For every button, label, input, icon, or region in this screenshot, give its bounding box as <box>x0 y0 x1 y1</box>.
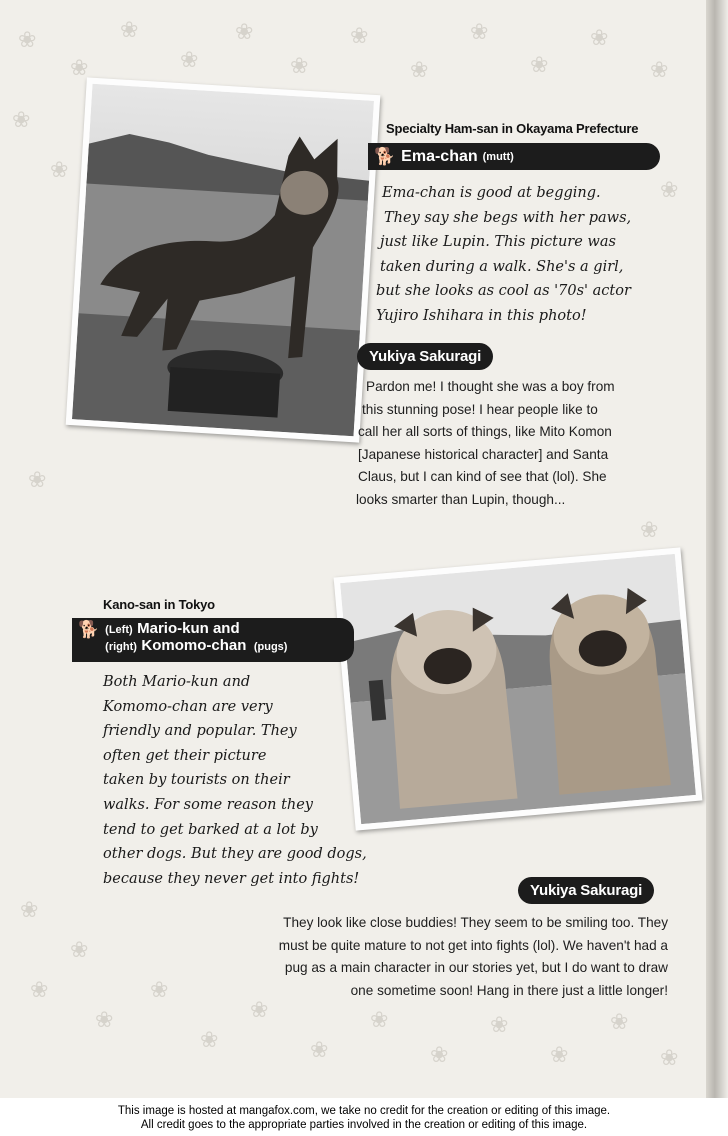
entry2-description-line: often get their picture <box>103 747 267 764</box>
paw-print-icon: ❀ <box>590 26 609 51</box>
entry2-names <box>105 618 287 655</box>
paw-print-icon: ❀ <box>310 1038 329 1063</box>
entry1-description <box>376 181 632 329</box>
entry1-comment <box>358 376 615 512</box>
entry2-description-line: walks. For some reason they <box>103 796 314 813</box>
entry1-author-badge: Yukiya Sakuragi <box>357 343 493 370</box>
entry2-comment-line: pug as a main character in our stories yet, but I do want to draw <box>284 960 668 976</box>
entry2-name-line-1 <box>105 620 287 638</box>
entry1-description-line: Yujiro Ishihara in this photo! <box>376 307 587 324</box>
footer-line-1: This image is hosted at mangafox.com, we take no credit for the creation or editing of this image. <box>117 1105 611 1117</box>
paw-print-icon: ❀ <box>50 158 69 183</box>
entry2-description-line: tend to get barked at a lot by <box>103 821 318 838</box>
paw-print-icon: ❀ <box>70 938 89 963</box>
entry1-location: Specialty Ham-san in Okayama Prefecture <box>386 121 639 136</box>
entry2-description-line: Komomo-chan are very <box>103 698 273 715</box>
entry2-location: Kano-san in Tokyo <box>103 597 215 612</box>
entry2-description-line: because they never get into fights! <box>103 870 360 887</box>
paw-print-icon: ❀ <box>490 1013 509 1038</box>
paw-print-icon: ❀ <box>120 18 139 43</box>
paw-print-icon: ❀ <box>660 178 679 203</box>
paw-print-icon: ❀ <box>70 56 89 81</box>
entry2-name-prefix-2: (right) <box>105 641 137 653</box>
pugs-photo <box>334 547 703 830</box>
entry1-breed: (mutt) <box>482 150 514 163</box>
dog-icon: 🐕 <box>78 620 100 640</box>
paw-print-icon: ❀ <box>290 54 309 79</box>
entry2-comment-line: They look like close buddies! They seem to be smiling too. They <box>283 915 668 930</box>
entry1-description-line: but she looks as cool as '70s' actor <box>376 283 631 300</box>
paw-print-icon: ❀ <box>650 58 669 83</box>
paw-print-icon: ❀ <box>350 24 369 49</box>
paw-print-icon: ❀ <box>235 20 254 45</box>
entry2-description-line: other dogs. But they are good dogs, <box>103 846 367 863</box>
paw-print-icon: ❀ <box>12 108 31 133</box>
entry2-description-line: Both Mario-kun and <box>103 674 251 690</box>
footer-line-2: All credit goes to the appropriate parties involved in the creation or editing of this image. <box>140 1119 588 1131</box>
paw-print-icon: ❀ <box>18 28 37 53</box>
paw-print-icon: ❀ <box>640 518 659 543</box>
entry1-description-line: just like Lupin. This picture was <box>380 234 616 251</box>
entry1-description-line: Ema-chan is good at begging. <box>382 185 601 201</box>
paw-print-icon: ❀ <box>95 1008 114 1033</box>
entry2-author-badge: Yukiya Sakuragi <box>518 877 654 904</box>
entry1-comment-line: Claus, but I can kind of see that (lol). She <box>358 469 607 485</box>
paw-print-icon: ❀ <box>250 998 269 1023</box>
entry2-breed: (pugs) <box>253 641 288 653</box>
entry1-comment-line: looks smarter than Lupin, though... <box>356 491 566 507</box>
entry2-description-line: friendly and popular. They <box>103 723 297 740</box>
paw-print-icon: ❀ <box>470 20 489 45</box>
entry1-description-line: They say she begs with her paws, <box>384 209 632 226</box>
paw-print-icon: ❀ <box>370 1008 389 1033</box>
paw-print-icon: ❀ <box>28 468 47 493</box>
footer-credit <box>0 1104 728 1132</box>
paw-print-icon: ❀ <box>410 58 429 83</box>
paw-print-icon: ❀ <box>20 898 39 923</box>
ema-chan-photo <box>66 77 381 442</box>
pugs-photo-image <box>340 554 696 824</box>
paw-print-icon: ❀ <box>200 1028 219 1053</box>
entry2-description-line: taken by tourists on their <box>103 772 290 789</box>
entry1-comment-line: this stunning pose! I hear people like to <box>362 401 598 417</box>
entry2-comment <box>200 912 668 1002</box>
paw-print-icon: ❀ <box>660 1046 679 1071</box>
paw-print-icon: ❀ <box>180 48 199 73</box>
entry1-name-bar <box>368 143 660 170</box>
entry2-comment-line: must be quite mature to not get into fights (lol). We haven't had a <box>278 937 668 953</box>
paw-print-icon: ❀ <box>610 1010 629 1035</box>
entry1-description-line: taken during a walk. She's a girl, <box>380 258 624 275</box>
page-edge <box>706 0 728 1098</box>
entry2-dog-name-1: Mario-kun and <box>137 620 240 637</box>
paw-print-icon: ❀ <box>30 978 49 1003</box>
entry1-comment-line: [Japanese historical character] and Santa <box>358 446 609 462</box>
entry2-name-line-2 <box>105 637 287 655</box>
entry1-dog-name: Ema-chan <box>401 147 478 165</box>
ema-chan-photo-image <box>72 84 374 437</box>
entry1-comment-line: Pardon me! I thought she was a boy from <box>366 379 615 394</box>
paw-print-icon: ❀ <box>530 53 549 78</box>
paw-print-icon: ❀ <box>150 978 169 1003</box>
paw-print-icon: ❀ <box>550 1043 569 1068</box>
entry1-comment-line: call her all sorts of things, like Mito Komon <box>358 424 612 440</box>
dog-icon: 🐕 <box>374 146 396 167</box>
entry2-description <box>103 670 367 891</box>
entry2-name-bar <box>72 618 354 662</box>
paw-print-icon: ❀ <box>430 1043 449 1068</box>
entry2-comment-line: one sometime soon! Hang in there just a little longer! <box>350 982 668 998</box>
entry2-name-prefix-1: (Left) <box>105 624 133 636</box>
entry2-dog-name-2: Komomo-chan <box>141 637 247 654</box>
